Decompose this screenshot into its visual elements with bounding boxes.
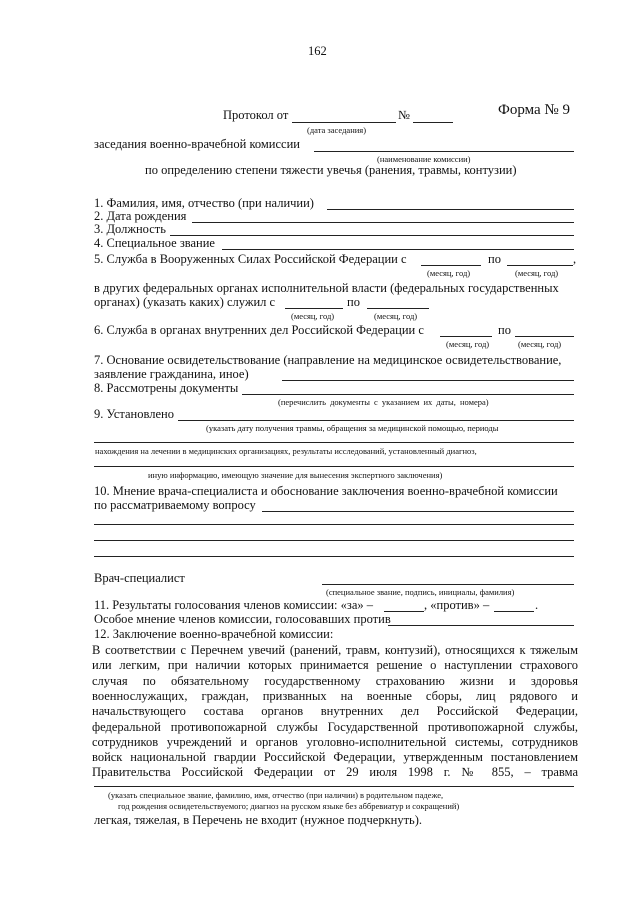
- votes-against-field[interactable]: [494, 611, 534, 612]
- final-options: легкая, тяжелая, в Перечень не входит (нужное подчеркнуть).: [94, 813, 423, 827]
- conclusion-line: Правительства Российской Федерации от 29 июля 1998 г. № 855, – травма: [92, 765, 578, 779]
- armed-forces-from-field[interactable]: [421, 265, 481, 266]
- conclusion-line: военнослужащих, граждан, призванных на военные сборы, лиц рядового и: [92, 689, 578, 703]
- basis-field[interactable]: [282, 380, 574, 381]
- field-7-line-1: 7. Основание освидетельствование (направление на медицинское освидетельствование,: [94, 353, 562, 367]
- date-caption: (дата заседания): [307, 125, 367, 135]
- protocol-number-field[interactable]: [413, 122, 453, 123]
- footer-caption-1: (указать специальное звание, фамилию, имя, отчество (при наличии) в родительном падеже,: [108, 790, 444, 800]
- protocol-date-field[interactable]: [292, 122, 396, 123]
- field-6-to: по: [498, 323, 511, 337]
- number-sign: №: [398, 108, 410, 122]
- field-12-label: 12. Заключение военно-врачебной комиссии:: [94, 627, 334, 641]
- dissent-label: Особое мнение членов комиссии, голосовавших против: [94, 612, 391, 626]
- conclusion-line: федеральной противопожарной службы Государственной противопожарной службы,: [92, 720, 578, 734]
- opinion-field-4[interactable]: [94, 556, 574, 557]
- conclusion-line: войск национальной гвардии Российской Федерации, утвержденным постановлением: [92, 750, 578, 764]
- field-9-label: 9. Установлено: [94, 407, 174, 421]
- field-5-to: по: [488, 252, 501, 266]
- other-service-from-field[interactable]: [285, 308, 343, 309]
- commission-name-field[interactable]: [314, 151, 574, 152]
- conclusion-line: сотрудников учреждений и органов уголовно-исполнительной системы, сотрудников: [92, 735, 578, 749]
- field-8-label: 8. Рассмотрены документы: [94, 381, 239, 395]
- opinion-field-3[interactable]: [94, 540, 574, 541]
- commission-caption: (наименование комиссии): [377, 154, 471, 164]
- full-name-field[interactable]: [327, 209, 574, 210]
- birth-date-field[interactable]: [192, 222, 574, 223]
- documents-caption: (перечислить документы с указанием их даты, номера): [278, 397, 489, 407]
- internal-affairs-to-field[interactable]: [515, 336, 574, 337]
- armed-forces-to-field[interactable]: [507, 265, 573, 266]
- conclusion-line: В соответствии с Перечнем увечий (ранений, травм, контузий), относящихся к тяжелым: [92, 643, 578, 657]
- conclusion-line: или легким, при наличии которых принимается решение о наступлении страхового: [92, 658, 578, 672]
- protocol-from-label: Протокол от: [223, 108, 289, 122]
- field-1-label: 1. Фамилия, имя, отчество (при наличии): [94, 196, 314, 210]
- conclusion-line: начальствующего состава органов внутренних дел Российской Федерации,: [92, 704, 578, 718]
- position-field[interactable]: [170, 235, 574, 236]
- documents-field[interactable]: [242, 394, 574, 395]
- established-caption-1: (указать дату получения травмы, обращения за медицинской помощью, периоды: [206, 423, 499, 433]
- established-field-1[interactable]: [178, 420, 574, 421]
- field-3-label: 3. Должность: [94, 222, 166, 236]
- field-6-label: 6. Служба в органах внутренних дел Российской Федерации с: [94, 323, 424, 337]
- field-5b-line-2: органах) (указать каких) служил с: [94, 295, 276, 309]
- field-11-label: 11. Результаты голосования членов комиссии: «за» –: [94, 598, 373, 612]
- month-year-caption: (месяц, год): [518, 339, 562, 349]
- form-title: Форма № 9: [498, 102, 570, 118]
- doctor-label: Врач-специалист: [94, 571, 185, 585]
- established-caption-2: нахождения на лечении в медицинских организациях, результаты исследований, установленный диагноз,: [95, 446, 477, 456]
- other-service-to-field[interactable]: [367, 308, 429, 309]
- purpose-text: по определению степени тяжести увечья (ранения, травмы, контузии): [145, 163, 517, 177]
- field-10-line-2: по рассматриваемому вопросу: [94, 498, 256, 512]
- field-5b-line-1: в других федеральных органах исполнительной власти (федеральных государственных: [94, 281, 559, 295]
- month-year-caption: (месяц, год): [374, 311, 418, 321]
- established-field-3[interactable]: [94, 466, 574, 467]
- special-rank-field[interactable]: [222, 249, 574, 250]
- meeting-of-label: заседания военно-врачебной комиссии: [94, 137, 300, 151]
- conclusion-line: случая по обязательному государственному страхованию жизни и здоровья: [92, 674, 578, 688]
- month-year-caption: (месяц, год): [427, 268, 471, 278]
- field-10-line-1: 10. Мнение врача-специалиста и обоснование заключения военно-врачебной комиссии: [94, 484, 558, 498]
- field-4-label: 4. Специальное звание: [94, 236, 215, 250]
- internal-affairs-from-field[interactable]: [440, 336, 492, 337]
- opinion-field-2[interactable]: [94, 524, 574, 525]
- field-2-label: 2. Дата рождения: [94, 209, 187, 223]
- dissent-field[interactable]: [388, 625, 574, 626]
- footer-caption-2: год рождения освидетельствуемого; диагноз на русском языке без аббревиатур и сокращений): [118, 801, 460, 811]
- field-5-label: 5. Служба в Вооруженных Силах Российской Федерации с: [94, 252, 407, 266]
- established-field-2[interactable]: [94, 442, 574, 443]
- page-number: 162: [308, 44, 327, 58]
- established-caption-3: иную информацию, имеющую значение для вынесения экспертного заключения): [148, 470, 443, 480]
- doctor-caption: (специальное звание, подпись, инициалы, фамилия): [326, 587, 515, 597]
- votes-against-label: , «против» –: [424, 598, 490, 612]
- field-5b-to: по: [347, 295, 360, 309]
- month-year-caption: (месяц, год): [291, 311, 335, 321]
- field-7-line-2: заявление гражданина, иное): [94, 367, 249, 381]
- month-year-caption: (месяц, год): [446, 339, 490, 349]
- doctor-signature-field[interactable]: [322, 584, 574, 585]
- opinion-field-1[interactable]: [262, 511, 574, 512]
- month-year-caption: (месяц, год): [515, 268, 559, 278]
- injured-person-field[interactable]: [94, 786, 574, 787]
